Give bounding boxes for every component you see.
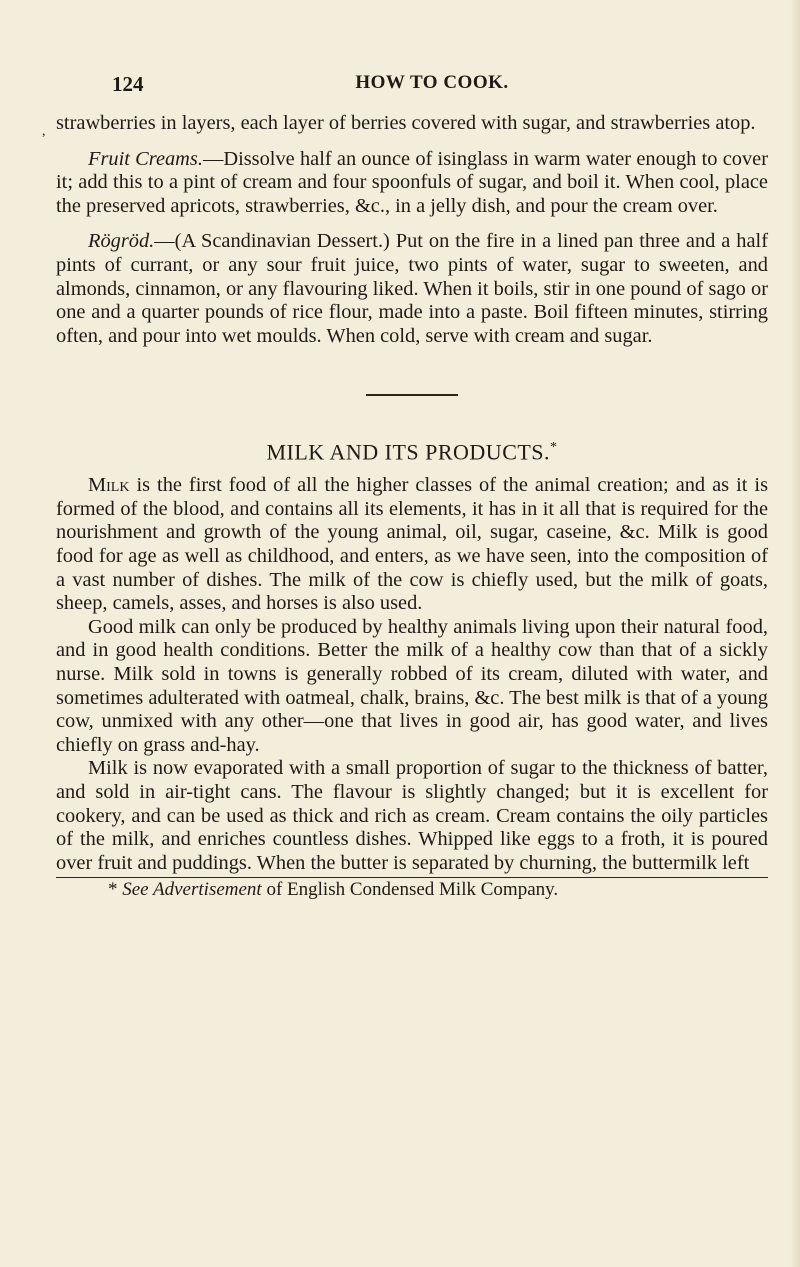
- recipe-title-fruit-creams: Fruit Creams.: [88, 147, 203, 170]
- paragraph-strawberries-end: strawberries in layers, each layer of berries covered with sugar, and strawberries atop.: [56, 112, 756, 134]
- section-heading: [56, 436, 768, 464]
- footnote-mark: *: [108, 879, 118, 901]
- milk-intro-text: is the first food of all the higher classes of the animal creation; and as it is formed of the blood, and contains all its elements, it has in it all that is required for the nourishment and growth of the young animal, oil, sugar, caseine, &c. Milk is good food for age as well as childhood, and enters, as we have seen, into the composition of a vast number of dishes. The milk of the cow is chiefly used, but the milk of goats, sheep, camels, asses, and horses is also used.: [56, 474, 768, 615]
- paragraph-fruit-creams: [56, 148, 768, 219]
- section-heading-text: MILK AND ITS PRODUCTS.: [266, 439, 551, 465]
- paragraph-good-milk: Good milk can only be produced by healthy animals living upon their natural food, and in good health conditions. Better the milk of a healthy cow than that of a sickly nurse. Milk sold in towns is generally robbed of its cream, diluted with water, and sometimes adulterated with oatmeal, chalk, brains, &c. The best milk is that of a young cow, unmixed with any other—one that lives in good air, has good water, and lives chiefly on grass and-hay.: [56, 615, 768, 756]
- footnote: [56, 878, 768, 902]
- footnote-lead: See Advertisement: [122, 879, 262, 901]
- paragraph-milk-intro: [56, 474, 768, 616]
- page-header: [112, 72, 752, 96]
- footnote-text: of English Condensed Milk Company.: [261, 879, 559, 901]
- margin-mark: ,: [42, 124, 46, 139]
- recipe-text-rogrod: —(A Scandinavian Dessert.) Put on the fire in a lined pan three and a half pints of currant, or any sour fruit juice, two pints of water, sugar to sweeten, and almonds, cinnamon, or any flavouring liked. When it boils, stir in one pound of sago or one and a quarter pounds of rice flour, made into a paste. Boil fifteen minutes, stirring often, and pour into wet moulds. When cold, serve with cream and sugar.: [56, 230, 768, 347]
- page-body: [56, 112, 768, 902]
- paragraph-rogrod: [56, 230, 768, 348]
- running-title: HOW TO COOK.: [355, 72, 509, 93]
- milk-first-word: Milk: [88, 474, 130, 497]
- recipe-text-fruit-creams: —Dissolve half an ounce of isinglass in warm water enough to cover it; add this to a pint of cream and four spoonfuls of sugar, and boil it. When cool, place the preserved apricots, strawberries, &c., in a jelly dish, and pour the cream over.: [56, 147, 769, 217]
- recipe-title-rogrod: Rögröd.: [88, 230, 155, 253]
- footnote-reference: *: [550, 440, 558, 456]
- page-edge-shadow: [790, 0, 800, 1267]
- page-number: 124: [112, 72, 144, 96]
- section-divider: [366, 394, 458, 396]
- paragraph-evaporated-milk: Milk is now evaporated with a small proportion of sugar to the thickness of batter, and sold in air-tight cans. The flavour is slightly changed; but it is excellent for cookery, and can be used as thick and rich as cream. Cream contains the oily particles of the milk, and enriches countless dishes. Whipped like eggs to a froth, it is poured over fruit and puddings. When the butter is separated by churning, the buttermilk left: [56, 757, 768, 874]
